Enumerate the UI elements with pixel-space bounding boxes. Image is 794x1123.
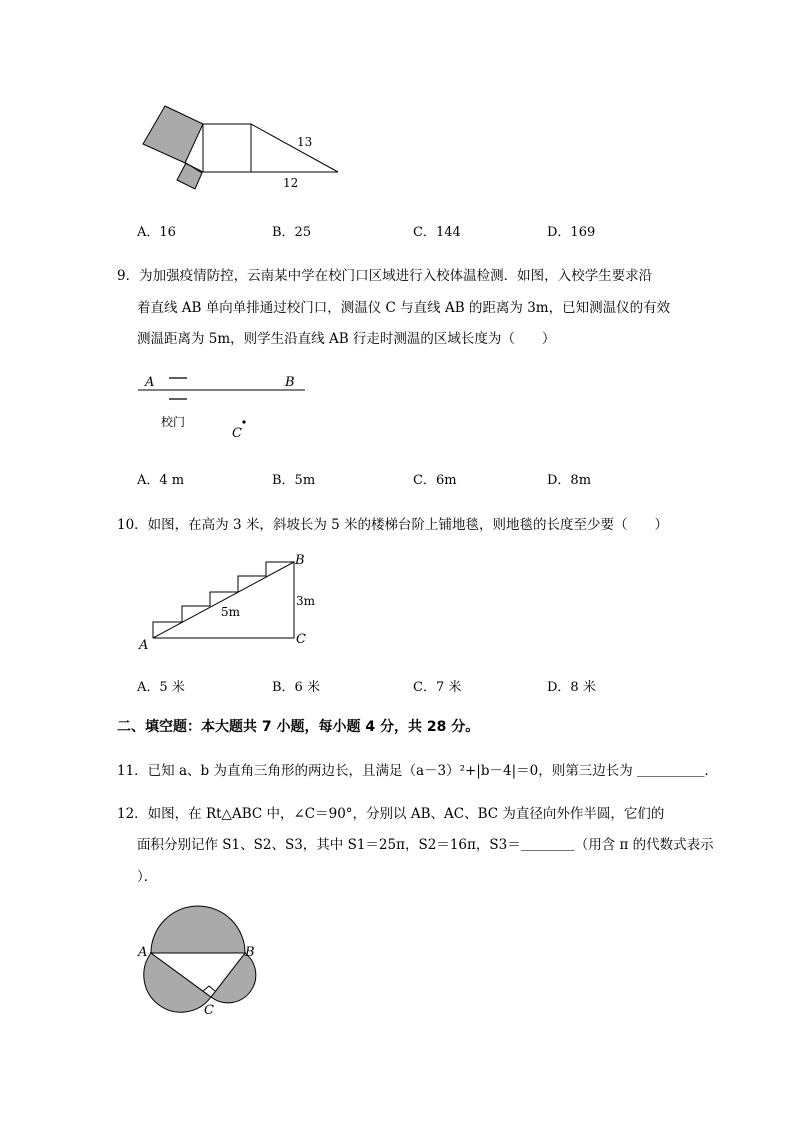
q8-figure bbox=[130, 100, 360, 200]
q9-point-c: C bbox=[232, 426, 242, 441]
q10-figure bbox=[135, 550, 335, 655]
q12-text-line2: 面积分别记作 S1、S2、S3，其中 S1＝25π，S2＝16π，S3＝＿＿＿＿（用含 π 的代数式表示 bbox=[137, 837, 714, 853]
q9-point-b: B bbox=[285, 375, 295, 390]
q8-option-b[interactable]: B．25 bbox=[272, 225, 312, 240]
q9-figure bbox=[135, 370, 325, 445]
right-triangle bbox=[251, 124, 338, 172]
q9-option-a[interactable]: A．4 m bbox=[137, 473, 185, 488]
q12-text-line1: 12．如图，在 Rt△ABC 中，∠C＝90°，分别以 AB、AC、BC 为直径向外作半圆，它们的 bbox=[117, 806, 665, 822]
q8-option-d[interactable]: D．169 bbox=[547, 225, 596, 240]
small-square bbox=[177, 163, 202, 189]
slope-triangle bbox=[153, 562, 294, 638]
q10-height-label: 3m bbox=[296, 594, 316, 608]
q8-option-a[interactable]: A．16 bbox=[137, 225, 176, 240]
q9-option-b[interactable]: B．5m bbox=[272, 473, 316, 488]
large-square bbox=[143, 106, 203, 163]
q10-slope-label: 5m bbox=[221, 605, 241, 619]
q9-point-a: A bbox=[145, 375, 155, 390]
hyp-label: 13 bbox=[297, 135, 313, 149]
q10-option-b[interactable]: B．6 米 bbox=[272, 680, 320, 695]
q10-point-a: A bbox=[139, 638, 149, 653]
q12-point-c: C bbox=[204, 1003, 214, 1018]
q9-text-line3: 测温距离为 5m，则学生沿直线 AB 行走时测温的区域长度为（ ） bbox=[137, 331, 556, 347]
q8-option-c[interactable]: C．144 bbox=[413, 225, 461, 240]
q12-figure bbox=[135, 895, 275, 1025]
q12-text-line3: ）． bbox=[137, 869, 158, 885]
q12-point-a: A bbox=[138, 945, 148, 960]
q10-point-b: B bbox=[295, 553, 305, 568]
section2-title: 二、填空题：本大题共 7 小题，每小题 4 分，共 28 分。 bbox=[117, 719, 480, 735]
q9-option-c[interactable]: C．6m bbox=[413, 473, 457, 488]
q9-gate-label: 校门 bbox=[161, 415, 186, 429]
q10-option-d[interactable]: D．8 米 bbox=[547, 680, 596, 695]
q9-option-d[interactable]: D．8m bbox=[547, 473, 592, 488]
q11-text-line1: 11．已知 a、b 为直角三角形的两边长，且满足（a－3）²+|b－4|＝0，则第三边长为 ＿＿＿＿＿． bbox=[117, 763, 719, 779]
q10-point-c: C bbox=[296, 632, 306, 647]
q10-text-line1: 10．如图，在高为 3 米，斜坡长为 5 米的楼梯台阶上铺地毯，则地毯的长度至少要（ ） bbox=[117, 517, 669, 533]
q9-text-line2: 着直线 AB 单向单排通过校门口，测温仪 C 与直线 AB 的距离为 3m，已知测温仪的有效 bbox=[137, 300, 671, 316]
q9-text-line1: 9．为加强疫情防控，云南某中学在校门口区域进行入校体温检测．如图，入校学生要求沿 bbox=[117, 268, 653, 284]
base-label: 12 bbox=[283, 176, 299, 190]
q10-option-c[interactable]: C．7 米 bbox=[413, 680, 462, 695]
q12-point-b: B bbox=[245, 945, 255, 960]
semicircle-ab bbox=[151, 906, 245, 953]
q10-option-a[interactable]: A．5 米 bbox=[137, 680, 185, 695]
middle-square bbox=[203, 124, 251, 172]
